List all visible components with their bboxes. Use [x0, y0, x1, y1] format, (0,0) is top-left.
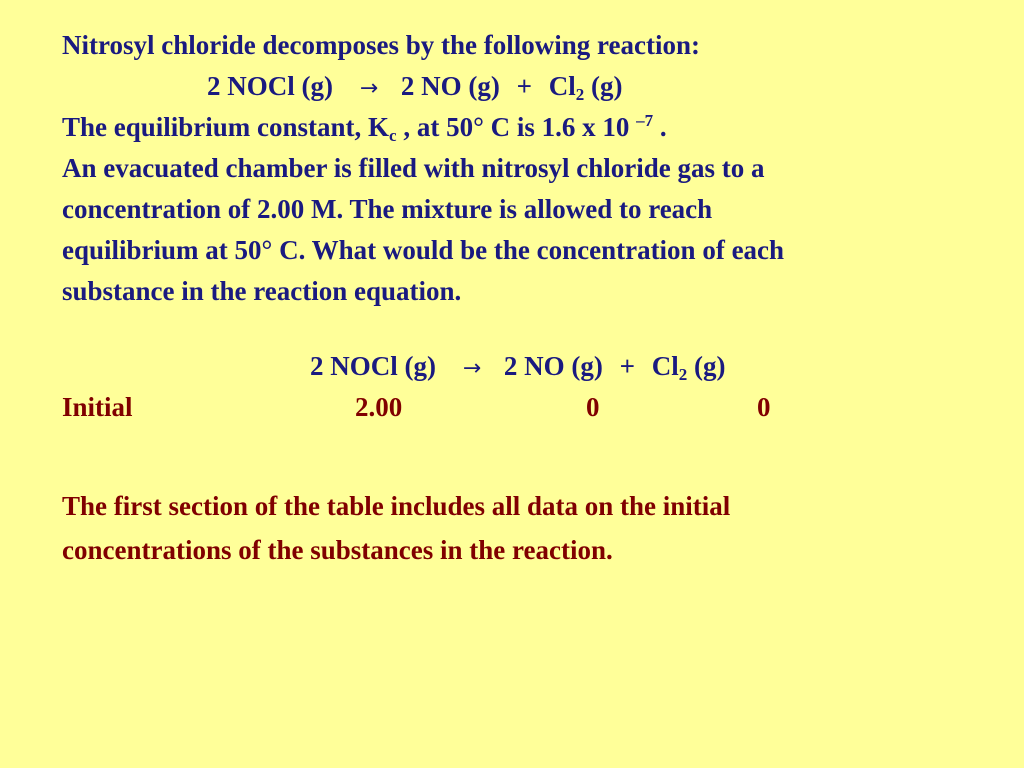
- table-equation-product-2: $Cl_2$ (g): [651, 351, 726, 384]
- initial-value-no: 0: [586, 392, 600, 422]
- equation-product-2: $Cl_2$ (g): [548, 71, 623, 104]
- problem-line-6: equilibrium at 50° C. What would be the concentration of each: [62, 235, 785, 265]
- problem-line-5: concentration of 2.00 M. The mixture is allowed to reach: [62, 194, 713, 224]
- reaction-arrow-icon: →: [359, 76, 379, 101]
- equilibrium-constant-line: The equilibrium constant, $K_c$ , at 50° C is 1.6 x 10 $^{-7}$ .: [62, 111, 667, 145]
- row-label-initial: Initial: [62, 392, 133, 422]
- equation-product-1: 2 NO (g): [400, 71, 500, 101]
- table-equation-product-1: 2 NO (g): [503, 351, 603, 381]
- table-equation-reactant: 2 NOCl (g): [310, 351, 436, 381]
- table-reaction-arrow-icon: →: [462, 356, 482, 381]
- problem-line-4: An evacuated chamber is filled with nitrosyl chloride gas to a: [62, 153, 765, 183]
- table-equation-plus: +: [619, 351, 636, 381]
- note-line-1: The first section of the table includes all data on the initial: [62, 491, 731, 521]
- equation-reactant: 2 NOCl (g): [207, 71, 333, 101]
- table-equation: [310, 346, 726, 390]
- problem-line-7: substance in the reaction equation.: [62, 276, 462, 306]
- reaction-equation: [207, 66, 623, 110]
- note-line-2: concentrations of the substances in the reaction.: [62, 535, 613, 565]
- problem-line-1: Nitrosyl chloride decomposes by the following reaction:: [62, 30, 700, 60]
- initial-value-cl2: 0: [757, 392, 771, 422]
- initial-value-nocl: 2.00: [355, 392, 403, 422]
- equation-plus: +: [516, 71, 533, 101]
